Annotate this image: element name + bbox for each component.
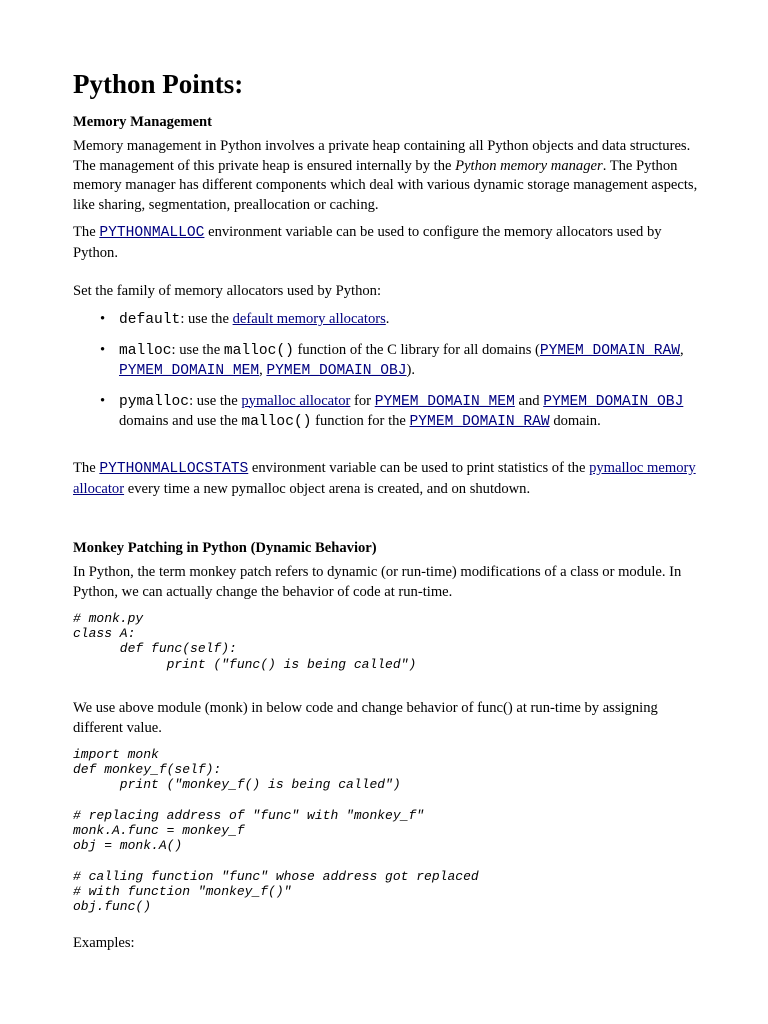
- code-block-monk: # monk.py class A: def func(self): print ("func() is being called"): [73, 611, 417, 672]
- bullet-2-separator-2: ,: [259, 362, 267, 378]
- pymem-domain-raw-link-2[interactable]: PYMEM_DOMAIN_RAW: [409, 414, 550, 430]
- pymem-domain-mem-link[interactable]: PYMEM_DOMAIN_MEM: [119, 363, 260, 379]
- pymem-domain-raw-link[interactable]: PYMEM_DOMAIN_RAW: [539, 342, 681, 359]
- memory-para-3-text-c: every time a new pymalloc object arena is created, and on shutdown.: [124, 480, 531, 497]
- pymalloc-memory-allocator-link[interactable]: pymalloc memory allocator: [73, 460, 696, 497]
- bullet-3-text-b: for: [350, 392, 375, 409]
- monkey-para-2: We use above module (monk) in below code and change behavior of func() at run-time by assigning different value.: [73, 700, 658, 736]
- memory-para-3: [73, 459, 703, 499]
- pythonmallocstats-link[interactable]: PYTHONMALLOCSTATS: [99, 461, 249, 477]
- malloc-function-code-2: malloc(): [241, 414, 312, 430]
- memory-para-1-text-b: . The Python memory manager has different components which deal with various dynamic storage management aspects, like sharing, segmentation, preallocation or caching.: [73, 157, 698, 213]
- bullet-2-text-c: ).: [406, 362, 416, 378]
- bullet-3-text-c: and: [514, 392, 544, 409]
- set-family-text: Set the family of memory allocators used by Python:: [73, 283, 382, 299]
- bullet-3-text-e: function for the: [311, 413, 410, 429]
- pymem-domain-obj-link[interactable]: PYMEM_DOMAIN_OBJ: [266, 363, 407, 379]
- memory-para-3-text-a: The: [73, 460, 100, 476]
- list-item-malloc: [73, 341, 703, 382]
- memory-management-heading: Memory Management: [73, 114, 212, 130]
- memory-para-2-text-a: The: [73, 224, 100, 240]
- list-item-pymalloc: [73, 392, 703, 433]
- list-item-default: [73, 310, 703, 331]
- code-block-monkey-patch: import monk def monkey_f(self): print ("monkey_f() is being called") # replacing address of "func" with "monkey_f" monk.A.func = monkey_f obj = monk.A() # calling function "func" whose address got replaced # with function "monkey_f()" obj.func(): [73, 747, 479, 915]
- pymalloc-code: pymalloc: [119, 393, 190, 410]
- monkey-para-1: In Python, the term monkey patch refers to dynamic (or run-time) modifications of a class or module. In Python, we can actually change the behavior of code at run-time.: [73, 564, 682, 600]
- bullet-2-separator-1: ,: [680, 341, 684, 358]
- monkey-patching-heading: Monkey Patching in Python (Dynamic Behavior): [73, 540, 377, 556]
- malloc-code: malloc: [119, 342, 172, 359]
- memory-para-1-text-a: Memory management in Python involves a private heap containing all Python objects and data structures. The management of this private heap is ensured internally by the: [73, 138, 691, 174]
- bullet-2-text-a: : use the: [171, 341, 224, 358]
- default-code: default: [119, 312, 181, 328]
- bullet-1-text-a: : use the: [180, 311, 233, 327]
- memory-para-2-text-b: environment variable can be used to configure the memory allocators used by Python.: [73, 224, 662, 261]
- default-memory-allocators-link[interactable]: default memory allocators: [232, 311, 386, 327]
- bullet-3-text-d: domains and use the: [119, 413, 242, 429]
- python-memory-manager-emphasis: Python memory manager: [455, 157, 603, 174]
- bullet-3-text-a: : use the: [189, 392, 242, 409]
- page-title: Python Points:: [73, 69, 244, 99]
- memory-para-2: [73, 223, 703, 263]
- memory-para-3-text-b: environment variable can be used to print statistics of the: [248, 460, 590, 476]
- pymem-domain-mem-link-2[interactable]: PYMEM_DOMAIN_MEM: [374, 393, 515, 410]
- bullet-1-text-b: .: [385, 311, 390, 327]
- allocator-list: [73, 310, 703, 433]
- pymalloc-allocator-link[interactable]: pymalloc allocator: [241, 392, 351, 409]
- examples-label: Examples:: [73, 935, 135, 951]
- pythonmalloc-link[interactable]: PYTHONMALLOC: [99, 225, 205, 241]
- bullet-3-text-f: domain.: [549, 413, 601, 429]
- memory-para-1: [73, 137, 703, 215]
- bullet-2-text-b: function of the C library for all domains (: [293, 341, 540, 358]
- pymem-domain-obj-link-2[interactable]: PYMEM_DOMAIN_OBJ: [543, 393, 684, 410]
- malloc-function-code: malloc(): [223, 342, 294, 359]
